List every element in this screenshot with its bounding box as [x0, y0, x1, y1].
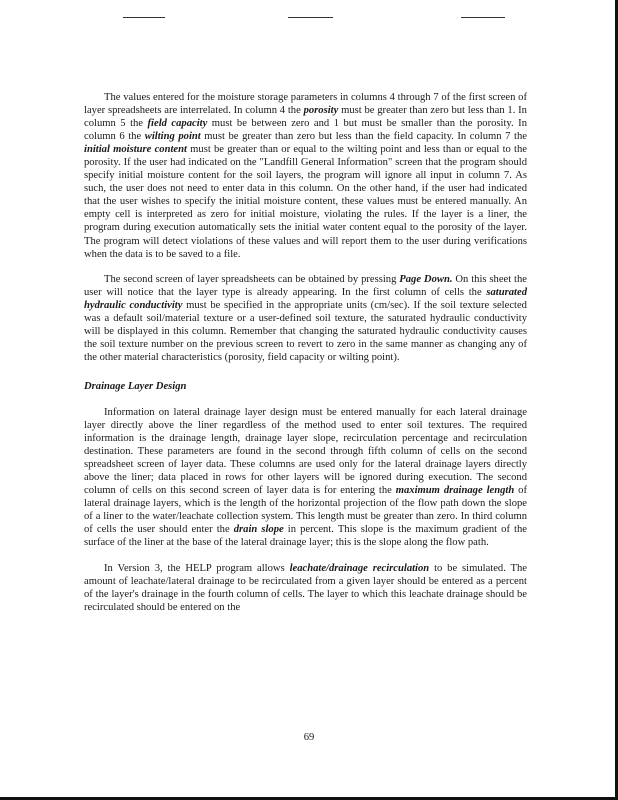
- text-run: to be simulated. The amount of leachate/lateral drainage to be recirculated from a given layer should be entered as a percent of the layer's drainage in the fourth column of cells. The layer to which this leachate drainage should be recirculated should be entered on the: [84, 562, 528, 613]
- document-body: [84, 91, 527, 626]
- term-drain-slope: drain slope: [233, 524, 284, 536]
- text-run: must be between zero and 1 but must be smaller than the porosity. In column 6 the: [84, 118, 527, 143]
- text-run: must be specified in the appropriate units (cm/sec). If the soil texture selected was a default soil/material texture or a user-defined soil texture, the saturated hydraulic conductivity will be displayed in this column. Remember that changing the saturated hydraulic conductivity causes the soil texture number on the previous screen to revert to zero in the same manner as changing any of the other material characteristics (porosity, field capacity or wilting point).: [84, 299, 527, 363]
- term-leachate-drainage-recirculation: leachate/drainage recirculation: [289, 562, 430, 574]
- text-run: On this sheet the user will notice that the layer type is already appearing. In the first column of cells the: [84, 273, 527, 298]
- term-initial-moisture-content: initial moisture content: [84, 144, 187, 156]
- text-run: The values entered for the moisture storage parameters in columns 4 through 7 of the first screen of layer spreadsheets are interrelated. In column 4 the: [84, 92, 527, 117]
- scan-mark-right: [461, 17, 505, 18]
- term-maximum-drainage-length: maximum drainage length: [395, 485, 515, 497]
- text-run: of lateral drainage layers, which is the length of the horizontal projection of the flow path down the slope of a liner to the water/leachate collection system. This length must be greater than zero. In third column of cells the user should enter the: [84, 485, 527, 536]
- term-saturated-hydraulic-conductivity: saturated hydraulic conductivity: [84, 286, 527, 311]
- page-number: 69: [303, 732, 315, 743]
- term-porosity: porosity: [303, 105, 339, 117]
- term-wilting-point: wilting point: [144, 131, 201, 143]
- text-run: in percent. This slope is the maximum gradient of the surface of the liner at the base of the lateral drainage layer; this is the slope along the flow path.: [84, 524, 527, 549]
- scan-mark-left: [123, 17, 165, 18]
- paragraph-drainage-design: [84, 406, 527, 550]
- text-run: Information on lateral drainage layer design must be entered manually for each lateral drainage layer directly above the liner regardless of the method used to enter soil textures. The required information is the drainage length, drainage layer slope, recirculation percentage and recirculation destination. These parameters are found in the second through fifth column of cells on the second spreadsheet screen of layer data. These columns are used only for the lateral drainage layers directly above the liner; data placed in rows for other layers will be ignored during execution. The second column of cells on this second screen of layer data is for entering the: [84, 406, 527, 497]
- text-run: must be greater than zero but less than the field capacity. In column 7 the: [200, 131, 527, 143]
- paragraph-second-screen: [84, 273, 527, 364]
- text-run: must be greater than zero but less than 1. In column 5 the: [84, 105, 527, 130]
- text-run: must be greater than or equal to the wilting point and less than or equal to the porosity. If the user had indicated on the "Landfill General Information" screen that the program should specify initial moisture content for the soil layers, the program will ignore all input in column 7. As such, the user does not need to enter data in this column. On the other hand, if the user had indicated that the user wishes to specify the initial moisture content, these values must be entered manually. An empty cell is interpreted as zero for initial moisture, violating the rules. If the layer is a liner, the program during execution automatically sets the initial water content equal to the porosity of the layer. The program will detect violations of these values and will report them to the user during verifications when the data is to be saved to a file.: [84, 144, 527, 260]
- text-run: In Version 3, the HELP program allows: [104, 562, 290, 574]
- term-field-capacity: field capacity: [147, 118, 208, 130]
- scan-mark-center: [288, 17, 333, 18]
- term-page-down: Page Down.: [399, 273, 453, 285]
- text-run: The second screen of layer spreadsheets can be obtained by pressing: [104, 273, 400, 285]
- paragraph-moisture-storage: [84, 91, 527, 261]
- section-heading-drainage-layer-design: Drainage Layer Design: [84, 380, 187, 392]
- paragraph-recirculation: [84, 562, 527, 614]
